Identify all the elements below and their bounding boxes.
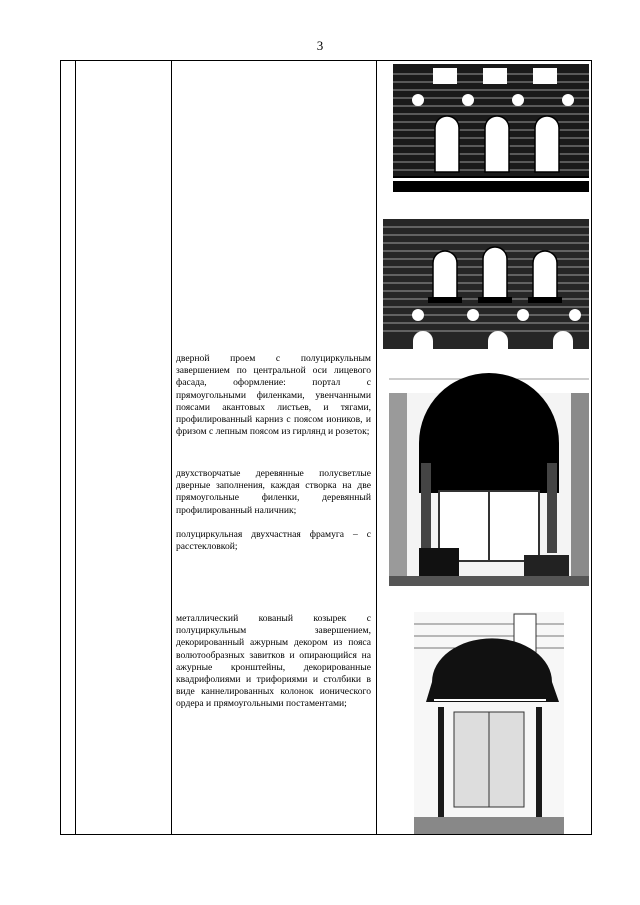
transom-description: полуциркульная двухчастная фрамуга – с расстекловкой;: [176, 529, 371, 553]
door-leaves-description: двухстворчатые деревянные полусветлые дверные заполнения, каждая створка на две прямоугольные филенки, деревянный профилированный наличник;: [176, 468, 371, 516]
wrought-iron-canopy-photo: [414, 612, 564, 834]
table-column-divider: [376, 61, 377, 834]
page-number: 3: [316, 38, 324, 53]
table-column-divider: [171, 61, 172, 834]
doorway-description: дверной проем с полуциркульным завершением по центральной оси лицевого фасада, оформление: портал с прямоугольными филенками, увенчанными поясами акантовых листьев, и тягами, профилированный карниз с поясом иоников, и фризом с лепным поясом из гирлянд и розеток;: [176, 353, 371, 438]
facade-upper-windows-photo: [393, 64, 589, 192]
table-column-divider: [75, 61, 76, 834]
facade-windows-rosettes-photo: [383, 203, 589, 349]
arched-doorway-photo: [389, 373, 589, 586]
description-table: [60, 60, 592, 835]
canopy-description: металлический кованый козырек с полуциркульным завершением, декорированный ажурным декором из пояса волютообразных завитков и опирающийся на ажурные кронштейны, декорированные квадрифолиями и трифориями и столбики в виде каннелированных колонок ионического ордера и прямоугольными постаментами;: [176, 613, 371, 710]
